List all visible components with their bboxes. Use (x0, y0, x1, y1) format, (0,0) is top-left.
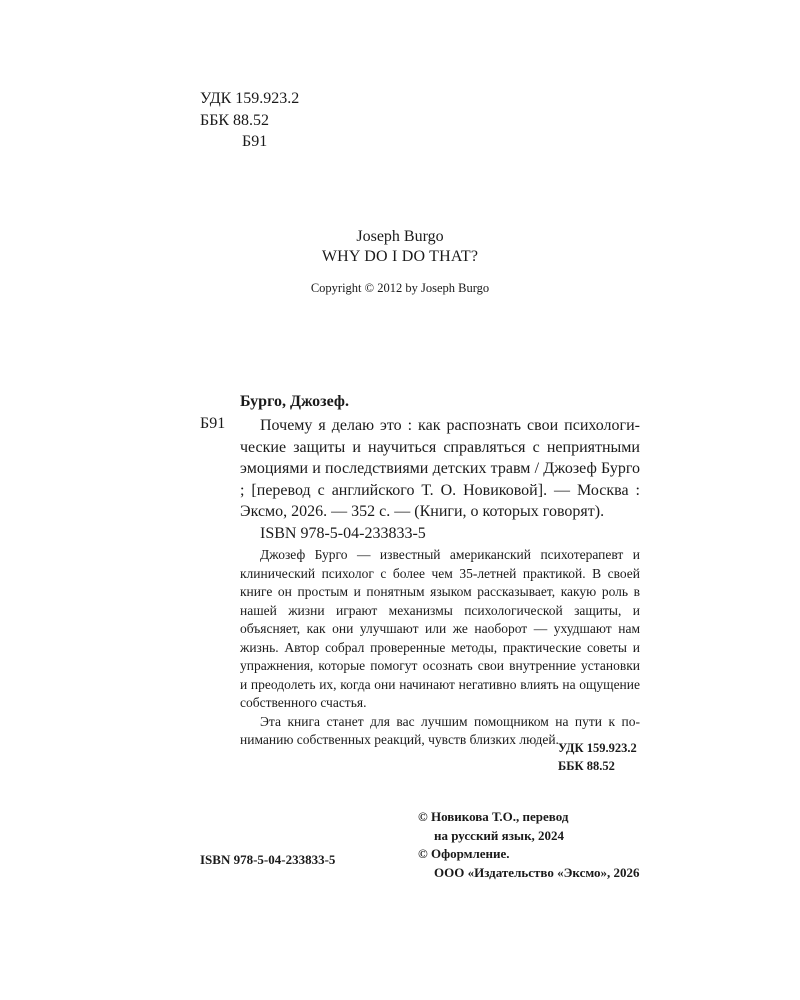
footer-isbn: ISBN 978-5-04-233833-5 (200, 852, 336, 867)
catalog-code: Б91 (200, 415, 226, 432)
bbk-code: ББК 88.52 (200, 111, 270, 129)
classification-codes (200, 88, 299, 153)
translation-copyright: © Новикова Т.О., перевод (418, 809, 569, 824)
catalog-description: Почему я делаю это : как распознать свои психологические защиты и научиться справляться с неприятными эмоциями и последствиями детских травм / Джозеф Бурго ; [перевод с английского Т. О. Новиковой]. — Москва : Эксмо, 2026. — 352 с. — (Книги, о которых говорят). (240, 417, 640, 520)
udk-code: УДК 159.923.2 (200, 90, 300, 107)
annotation-bbk: ББК 88.52 (558, 759, 615, 773)
translation-copyright-cont: на русский язык, 2024 (434, 827, 565, 843)
original-copyright: Copyright © 2012 by Joseph Burgo (310, 281, 490, 295)
design-copyright-cont: ООО «Издательство «Эксмо», 2026 (434, 864, 640, 880)
copyright-notices (418, 808, 640, 882)
original-author: Joseph Burgo (356, 228, 444, 245)
annotation-codes (520, 739, 640, 775)
annotation-udk: УДК 159.923.2 (558, 741, 637, 755)
design-copyright: © Оформление. (418, 846, 510, 861)
annotation-paragraph: Эта книга станет для вас лучшим помощником на пути к пониманию собственных реакций, чувств близких людей. (240, 713, 640, 747)
annotation-paragraph: Джозеф Бурго — известный американский психотерапевт и клинический психолог с более чем 35-летней практикой. В своей книге он простым и понятным языком рассказывает, какую роль в нашей жизни играют механизмы психологической защиты, и объясняет, как они улучшают или же наоборот — ухудшают нам жизнь. Автор собрал проверенные методы, практические советы и упражнения, которые помогут осознать свои внутренние установки и преодолеть их, когда они начинают негативно влиять на ощущение собственного счастья. (240, 547, 640, 710)
author-mark: Б91 (242, 133, 268, 150)
annotation (240, 546, 640, 750)
catalog-isbn: ISBN 978-5-04-233833-5 (260, 525, 426, 542)
catalog-heading: Бурго, Джозеф. (240, 393, 349, 410)
original-title: WHY DO I DO THAT? (321, 248, 479, 265)
